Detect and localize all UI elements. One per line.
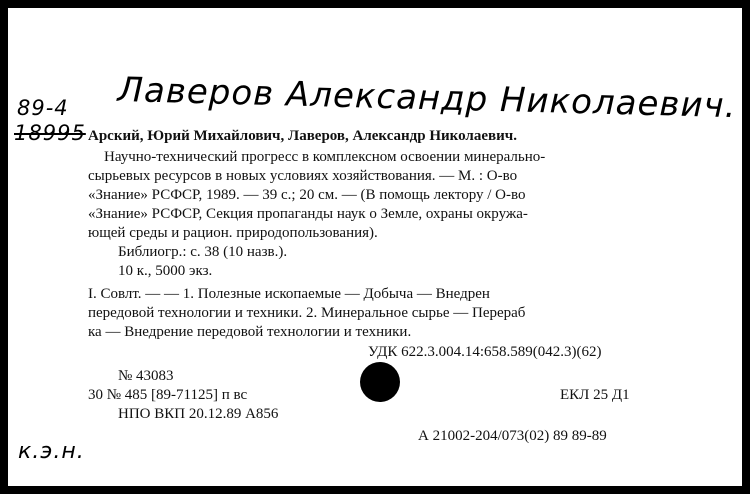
authors-line: Арский, Юрий Михайлович, Лаверов, Александр Николаевич.: [88, 128, 517, 144]
copies-line: 10 к., 5000 экз.: [118, 263, 213, 279]
handwritten-note-bottom: к.э.н.: [18, 439, 85, 464]
index-code-line: А 21002-204/073(02) 89 89-89: [418, 428, 607, 444]
punch-hole: [360, 362, 400, 402]
handwritten-title: Лаверов Александр Николаевич.: [116, 70, 737, 127]
udk-line: УДК 622.3.004.14:658.589(042.3)(62): [368, 344, 602, 360]
subjects-line-1: I. Совлт. — — 1. Полезные ископаемые — Добыча — Внедрен: [88, 286, 490, 302]
description-line-5: ющей среды и рацион. природопользования).: [88, 225, 378, 241]
handwritten-code-top: 89-4: [17, 96, 69, 120]
bibliography-line: Библиогр.: с. 38 (10 назв.).: [118, 244, 288, 260]
ekl-line: ЕКЛ 25 Д1: [560, 387, 630, 403]
number-line: № 43083: [118, 368, 174, 384]
description-line-4: «Знание» РСФСР, Секция пропаганды наук о Земле, охраны окружа-: [88, 206, 528, 222]
order-line: 30 № 485 [89-71125] п вс: [88, 387, 248, 403]
description-line-2: сырьевых ресурсов в новых условиях хозяйствования. — М. : О-во: [88, 168, 518, 184]
subjects-line-3: ка — Внедрение передовой технологии и техники.: [88, 324, 412, 340]
npo-line: НПО ВКП 20.12.89 А856: [118, 406, 279, 422]
description-line-1: Научно-технический прогресс в комплексном освоении минерально-: [104, 149, 546, 165]
description-line-3: «Знание» РСФСР, 1989. — 39 с.; 20 см. — (В помощь лектору / О-во: [88, 187, 526, 203]
subjects-line-2: передовой технологии и техники. 2. Минеральное сырье — Перераб: [88, 305, 526, 321]
handwritten-code-number: 18995: [14, 121, 86, 145]
